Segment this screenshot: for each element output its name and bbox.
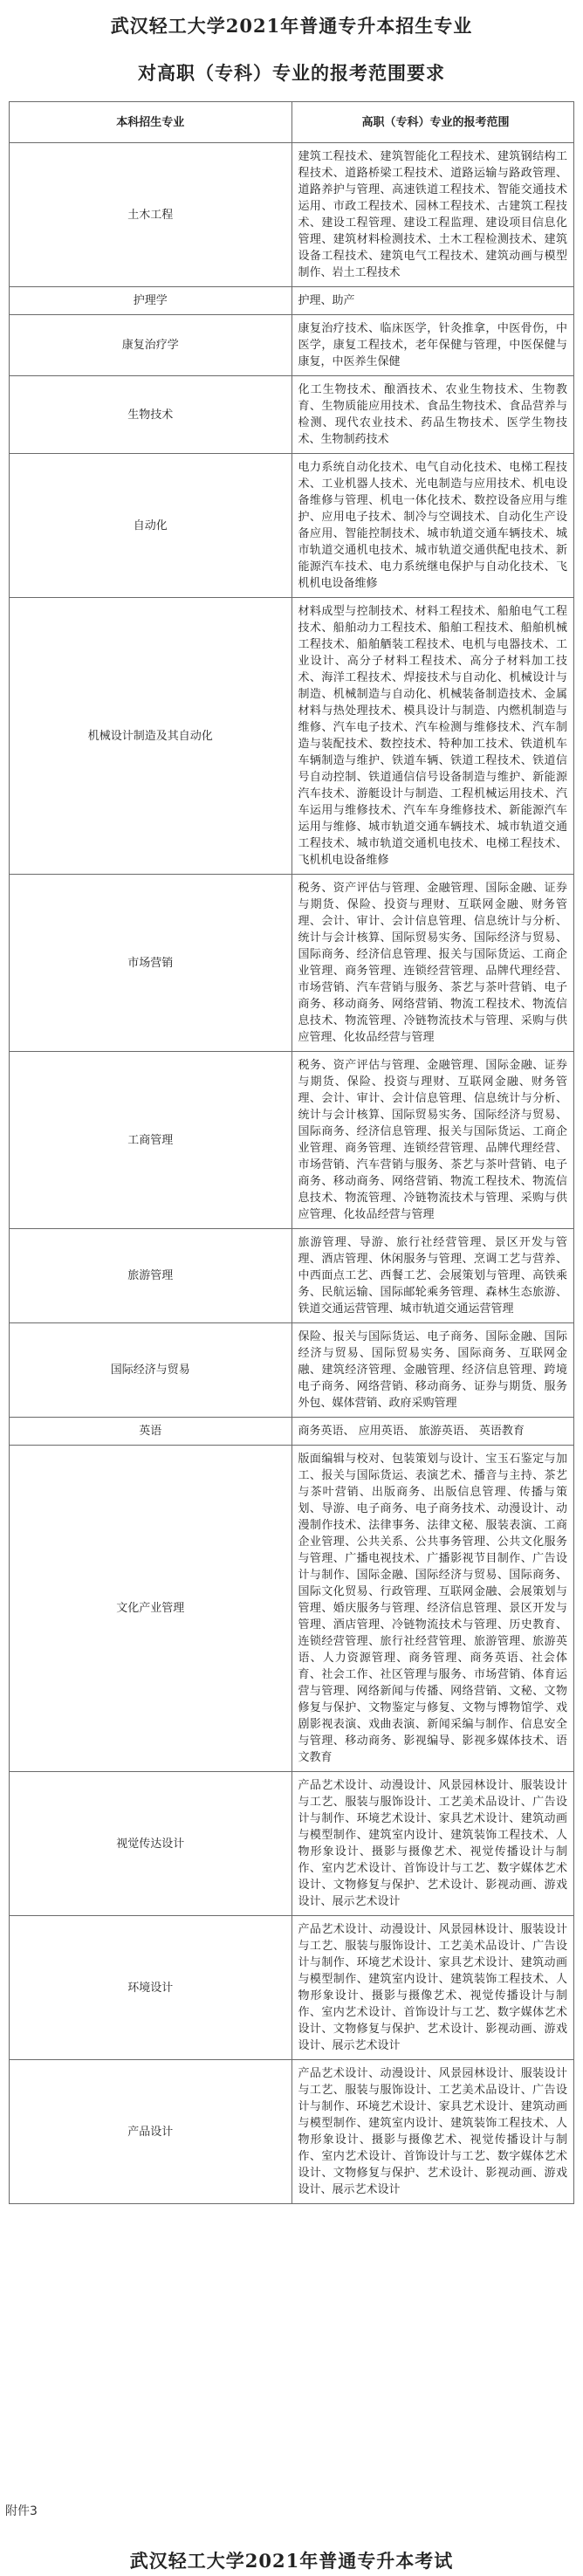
major-name: 国际经济与贸易 (10, 1323, 292, 1418)
major-name: 工商管理 (10, 1052, 292, 1229)
table-row (10, 598, 574, 875)
scope-cell (292, 1446, 574, 1772)
table-row (10, 2060, 574, 2204)
table-row (10, 1052, 574, 1229)
table-row (10, 1772, 574, 1916)
scope-cell (292, 1418, 574, 1446)
table-row (10, 1916, 574, 2060)
table-row (10, 875, 574, 1052)
scope-text: 税务、资产评估与管理、金融管理、国际金融、证券与期货、保险、投资与理财、互联网金融、财务管理、会计、审计、会计信息管理、信息统计与分析、统计与会计核算、国际贸易实务、国际经济与贸易、国际商务、经济信息管理、报关与国际货运、工商企业管理、商务管理、连锁经营管理、品牌代理经营、市场营销、汽车营销与服务、茶艺与茶叶营销、电子商务、移动商务、网络营销、物流工程技术、物流信息技术、物流管理、冷链物流技术与管理、采购与供应管理、化妆品经营与管理 (298, 1059, 567, 1221)
scope-text: 护理、助产 (298, 294, 355, 307)
major-name: 英语 (10, 1418, 292, 1446)
scope-text: 产品艺术设计、动漫设计、风景园林设计、服装设计与工艺、服装与服饰设计、工艺美术品设计、广告设计与制作、环境艺术设计、家具艺术设计、建筑动画与模型制作、建筑室内设计、建筑装饰工程技术、人物形象设计、摄影与摄像艺术、视觉传播设计与制作、室内艺术设计、首饰设计与工艺、数字媒体艺术设计、文物修复与保护、艺术设计、影视动画、游戏设计、展示艺术设计 (298, 1923, 567, 2052)
major-name: 康复治疗学 (10, 315, 292, 376)
scope-text: 产品艺术设计、动漫设计、风景园林设计、服装设计与工艺、服装与服饰设计、工艺美术品设计、广告设计与制作、环境艺术设计、家具艺术设计、建筑动画与模型制作、建筑室内设计、建筑装饰工程技术、人物形象设计、摄影与摄像艺术、视觉传播设计与制作、室内艺术设计、首饰设计与工艺、数字媒体艺术设计、文物修复与保护、艺术设计、影视动画、游戏设计、展示艺术设计 (298, 2067, 567, 2196)
scope-cell (292, 1229, 574, 1323)
scope-cell (292, 315, 574, 376)
major-name: 视觉传达设计 (10, 1772, 292, 1916)
table-row (10, 1446, 574, 1772)
document-title: 武汉轻工大学2021年普通专升本招生专业 (110, 15, 473, 37)
scope-cell (292, 143, 574, 287)
major-name: 护理学 (10, 287, 292, 315)
table-row (10, 1229, 574, 1323)
next-document-title: 武汉轻工大学2021年普通专升本考试 (129, 2550, 454, 2572)
scope-text: 税务、资产评估与管理、金融管理、国际金融、证券与期货、保险、投资与理财、互联网金融、财务管理、会计、审计、会计信息管理、信息统计与分析、统计与会计核算、国际贸易实务、国际经济与贸易、国际商务、经济信息管理、报关与国际货运、工商企业管理、商务管理、连锁经营管理、品牌代理经营、市场营销、汽车营销与服务、茶艺与茶叶营销、电子商务、移动商务、网络营销、物流工程技术、物流信息技术、物流管理、冷链物流技术与管理、采购与供应管理、化妆品经营与管理 (298, 882, 567, 1044)
major-name: 旅游管理 (10, 1229, 292, 1323)
document-subtitle: 对高职（专科）专业的报考范围要求 (138, 62, 445, 84)
scope-text: 化工生物技术、酿酒技术、农业生物技术、生物教育、生物质能应用技术、食品生物技术、食品营养与检测、现代农业技术、药品生物技术、医学生物技术、生物制药技术 (298, 383, 567, 446)
scope-text: 电力系统自动化技术、电气自动化技术、电梯工程技术、工业机器人技术、光电制造与应用技术、机电设备维修与管理、机电一体化技术、数控设备应用与维护、应用电子技术、制冷与空调技术、自动化生产设备应用、智能控制技术、城市轨道交通车辆技术、城市轨道交通机电技术、城市轨道交通供配电技术、新能源汽车技术、电力系统继电保护与自动化技术、飞机机电设备维修 (298, 461, 567, 590)
scope-cell (292, 287, 574, 315)
table-row (10, 315, 574, 376)
scope-text: 康复治疗技术、临床医学，针灸推拿，中医骨伤，中医学，康复工程技术，老年保健与管理，中医保健与康复，中医养生保健 (298, 322, 567, 368)
scope-text: 保险、报关与国际货运、电子商务、国际金融、国际经济与贸易、国际贸易实务、国际商务、互联网金融、建筑经济管理、金融管理、经济信息管理、跨境电子商务、网络营销、移动商务、证券与期货、服务外包、媒体营销、政府采购管理 (298, 1330, 567, 1410)
scope-text: 版面编辑与校对、包装策划与设计、宝玉石鉴定与加工、报关与国际货运、表演艺术、播音与主持、茶艺与茶叶营销、出版商务、出版信息管理、传播与策划、导游、电子商务、电子商务技术、动漫设计、动漫制作技术、法律事务、法律文秘、服装表演、工商企业管理、公共关系、公共事务管理、公共文化服务与管理、广播电视技术、广播影视节目制作、广告设计与制作、国际金融、国际经济与贸易、国际商务、国际文化贸易、行政管理、互联网金融、会展策划与管理、婚庆服务与管理、经济信息管理、景区开发与管理、酒店管理、冷链物流技术与管理、历史教育、连锁经营管理、旅行社经营管理、旅游管理、旅游英语、人力资源管理、商务管理、商务英语、社会体育、社会工作、社区管理与服务、市场营销、体育运营与管理、网络新闻与传播、网络营销、文秘、文物修复与保护、文物鉴定与修复、文物与博物馆学、戏剧影视表演、戏曲表演、新闻采编与制作、信息安全与管理、移动商务、影视编导、影视多媒体技术、语文教育 (298, 1453, 567, 1764)
scope-text: 商务英语、 应用英语、 旅游英语、 英语教育 (298, 1425, 525, 1438)
major-name: 环境设计 (10, 1916, 292, 2060)
major-name: 产品设计 (10, 2060, 292, 2204)
scope-cell (292, 1323, 574, 1418)
major-name: 机械设计制造及其自动化 (10, 598, 292, 875)
major-name: 市场营销 (10, 875, 292, 1052)
header-vocational-scope: 高职（专科）专业的报考范围 (292, 102, 574, 143)
scope-cell (292, 454, 574, 598)
table-row (10, 454, 574, 598)
table-row (10, 1323, 574, 1418)
major-scope-table (9, 101, 574, 2204)
scope-cell (292, 1052, 574, 1229)
major-name: 自动化 (10, 454, 292, 598)
scope-cell (292, 376, 574, 454)
major-name: 生物技术 (10, 376, 292, 454)
major-name: 文化产业管理 (10, 1446, 292, 1772)
header-undergrad-major: 本科招生专业 (10, 102, 292, 143)
scope-text: 材料成型与控制技术、材料工程技术、船舶电气工程技术、船舶动力工程技术、船舶工程技术、船舶机械工程技术、船舶舾装工程技术、电机与电器技术、工业设计、高分子材料工程技术、高分子材料加工技术、海洋工程技术、焊接技术与自动化、机械设计与制造、机械制造与自动化、机械装备制造技术、金属材料与热处理技术、模具设计与制造、内燃机制造与维修、汽车电子技术、汽车检测与维修技术、汽车制造与装配技术、数控技术、特种加工技术、铁道机车车辆制造与维护、铁道车辆、铁道工程技术、铁道信号自动控制、铁道通信信号设备制造与维护、新能源汽车技术、游艇设计与制造、工程机械运用技术、汽车运用与维修技术、汽车车身维修技术、新能源汽车运用与维修、城市轨道交通车辆技术、城市轨道交通工程技术、城市轨道交通机电技术、电梯工程技术、飞机机电设备维修 (298, 605, 567, 867)
scope-text: 旅游管理、导游、旅行社经营管理、景区开发与管理、酒店管理、休闲服务与管理、烹调工艺与营养、中西面点工艺、西餐工艺、会展策划与管理、高铁乘务、民航运输、国际邮轮乘务管理、森林生态旅游、铁道交通运营管理、城市轨道交通运营管理 (298, 1236, 567, 1315)
scope-text: 产品艺术设计、动漫设计、风景园林设计、服装设计与工艺、服装与服饰设计、工艺美术品设计、广告设计与制作、环境艺术设计、家具艺术设计、建筑动画与模型制作、建筑室内设计、建筑装饰工程技术、人物形象设计、摄影与摄像艺术、视觉传播设计与制作、室内艺术设计、首饰设计与工艺、数字媒体艺术设计、文物修复与保护、艺术设计、影视动画、游戏设计、展示艺术设计 (298, 1779, 567, 1908)
table-row (10, 1418, 574, 1446)
appendix-label: 附件3 (5, 2504, 38, 2518)
scope-cell (292, 1916, 574, 2060)
scope-cell (292, 1772, 574, 1916)
table-row (10, 143, 574, 287)
scope-cell (292, 598, 574, 875)
major-name: 土木工程 (10, 143, 292, 287)
scope-cell (292, 875, 574, 1052)
scope-text: 建筑工程技术、建筑智能化工程技术、建筑钢结构工程技术、道路桥梁工程技术、道路运输与路政管理、道路养护与管理、高速铁道工程技术、智能交通技术运用、市政工程技术、园林工程技术、古建筑工程技术、建设工程管理、建设工程监理、建设项目信息化管理、建筑材料检测技术、土木工程检测技术、建筑设备工程技术、建筑电气工程技术、建筑动画与模型制作、岩土工程技术 (298, 150, 567, 279)
scope-cell (292, 2060, 574, 2204)
table-row (10, 287, 574, 315)
table-header-row (10, 102, 574, 143)
table-row (10, 376, 574, 454)
